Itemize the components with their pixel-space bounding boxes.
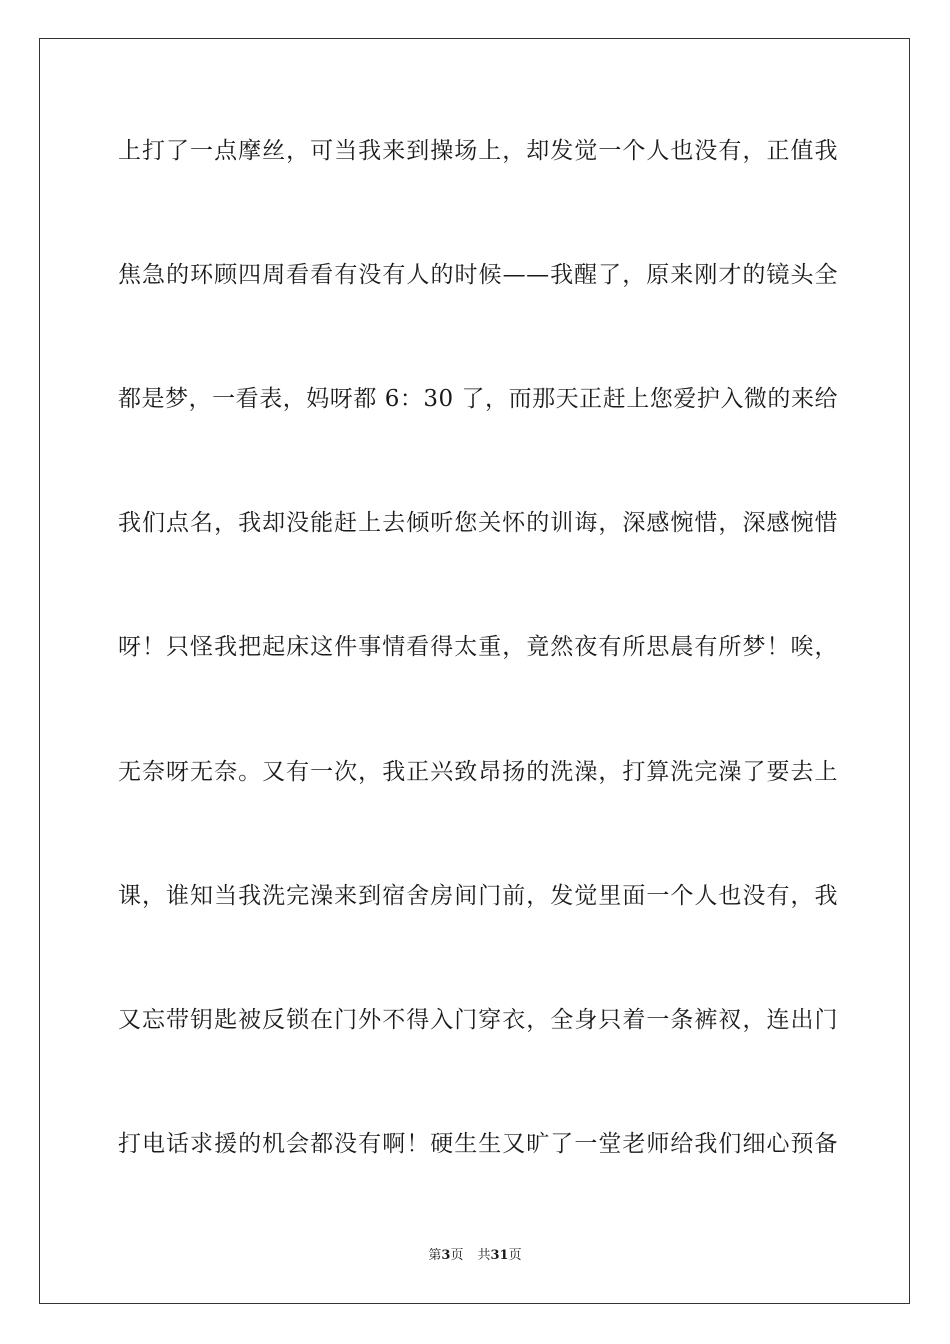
page-border: [39, 38, 910, 1304]
total-suffix: 页: [508, 1248, 522, 1263]
text-line-5: 呀！只怪我把起床这件事情看得太重，竟然夜有所思晨有所梦！唉，: [118, 634, 838, 660]
text-line-4: 我们点名，我却没能赶上去倾听您关怀的训诲，深感惋惜，深感惋惜: [118, 510, 838, 536]
page-suffix: 页: [450, 1248, 464, 1263]
total-pages-number: 31: [490, 1248, 509, 1263]
text-line-9: 打电话求援的机会都没有啊！硬生生又旷了一堂老师给我们细心预备: [118, 1131, 838, 1157]
page-footer: [0, 1247, 950, 1265]
total-prefix: 共: [477, 1248, 491, 1263]
text-line-2: 焦急的环顾四周看看有没有人的时候——我醒了，原来刚才的镜头全: [118, 262, 838, 288]
current-page-number: 3: [441, 1248, 451, 1263]
text-line-7: 课，谁知当我洗完澡来到宿舍房间门前，发觉里面一个人也没有，我: [118, 883, 838, 909]
text-line-3: 都是梦，一看表，妈呀都 6：30 了，而那天正赶上您爱护入微的来给: [118, 386, 838, 412]
text-line-1: 上打了一点摩丝，可当我来到操场上，却发觉一个人也没有，正值我: [118, 138, 838, 164]
text-line-8: 又忘带钥匙被反锁在门外不得入门穿衣，全身只着一条裤衩，连出门: [118, 1007, 838, 1033]
page-prefix: 第: [428, 1248, 442, 1263]
text-line-6: 无奈呀无奈。又有一次，我正兴致昂扬的洗澡，打算洗完澡了要去上: [118, 759, 838, 785]
